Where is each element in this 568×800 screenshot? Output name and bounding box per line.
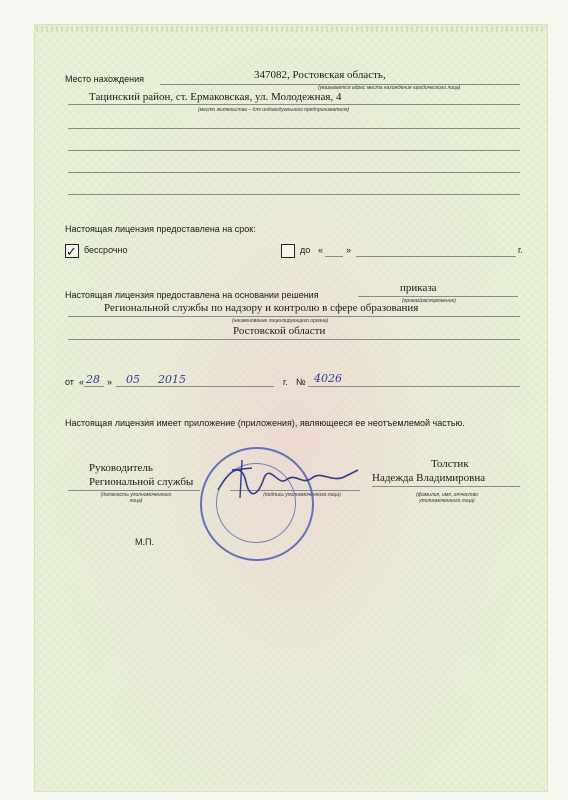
blank-line-1: [68, 128, 520, 129]
basis-doc-type: приказа: [400, 282, 437, 294]
term-year-suffix: г.: [518, 245, 523, 255]
signer-given-names: Надежда Владимировна: [372, 472, 486, 484]
location-line-2: [68, 104, 520, 105]
basis-authority-hint: (наименование лицензирующего органа): [232, 318, 329, 324]
term-month-year-line: [356, 256, 516, 257]
term-until-quote-open: «: [318, 245, 324, 255]
signer-position-line2: Региональной службы: [89, 476, 194, 488]
signer-position-hint: (должность уполномоченного лица): [100, 492, 172, 504]
location-label: Место нахождения: [65, 74, 145, 84]
signer-name-line: [372, 486, 520, 487]
basis-authority-line-2: [68, 339, 520, 340]
annex-text: Настоящая лицензия имеет приложение (приложения), являющееся ее неотъемлемой частью.: [65, 418, 465, 428]
order-month: 05: [126, 373, 140, 386]
basis-label: Настоящая лицензия предоставлена на основании решения: [65, 290, 319, 300]
blank-line-2: [68, 150, 520, 151]
term-label: Настоящая лицензия предоставлена на срок:: [65, 224, 256, 234]
term-indefinite-label: бессрочно: [84, 245, 128, 255]
until-date-checkbox: [281, 244, 295, 258]
signer-position-line: [68, 490, 200, 491]
handwritten-signature: [212, 456, 362, 506]
order-quote-close: »: [107, 377, 113, 387]
basis-doc-type-hint: (приказ/распоряжение): [402, 298, 456, 304]
order-month-year-line: [116, 386, 274, 387]
signer-name-hint: (фамилия, имя, отчество уполномоченного лица): [416, 492, 478, 504]
license-background: [34, 24, 548, 792]
location-hint-2: (место жительства – для индивидуального предпринимателя): [198, 107, 350, 113]
order-day-line: [84, 386, 104, 387]
order-year: 2015: [158, 373, 186, 386]
location-address-line1: 347082, Ростовская область,: [254, 69, 386, 81]
basis-authority-line2: Ростовской области: [233, 325, 326, 337]
basis-authority-line1: Региональной службы по надзору и контролю в сфере образования: [104, 302, 419, 314]
term-until-prefix: до: [300, 245, 311, 255]
basis-doc-type-line: [358, 296, 518, 297]
signer-position-line1: Руководитель: [89, 462, 153, 474]
order-number-line: [308, 386, 520, 387]
order-number: 4026: [314, 372, 342, 385]
location-address-line2: Тацинский район, ст. Ермаковская, ул. Молодежная, 4: [89, 91, 342, 103]
basis-authority-line: [68, 316, 520, 317]
order-number-label: №: [296, 377, 306, 387]
blank-line-3: [68, 172, 520, 173]
seal-place-label: М.П.: [135, 537, 154, 547]
location-hint-1: (указывается адрес места нахождения юридического лица): [318, 85, 461, 91]
signature-hint: (подпись уполномоченного лица): [263, 492, 341, 498]
order-day: 28: [86, 373, 100, 386]
term-until-quote-close: »: [346, 245, 352, 255]
signer-surname: Толстик: [431, 458, 469, 470]
guilloche-border: [36, 26, 544, 32]
order-year-label: г.: [283, 377, 288, 387]
term-day-line: [325, 256, 343, 257]
checkmark-icon: ✓: [66, 245, 77, 260]
order-quote-open: «: [79, 377, 85, 387]
order-from-label: от: [65, 377, 74, 387]
blank-line-4: [68, 194, 520, 195]
